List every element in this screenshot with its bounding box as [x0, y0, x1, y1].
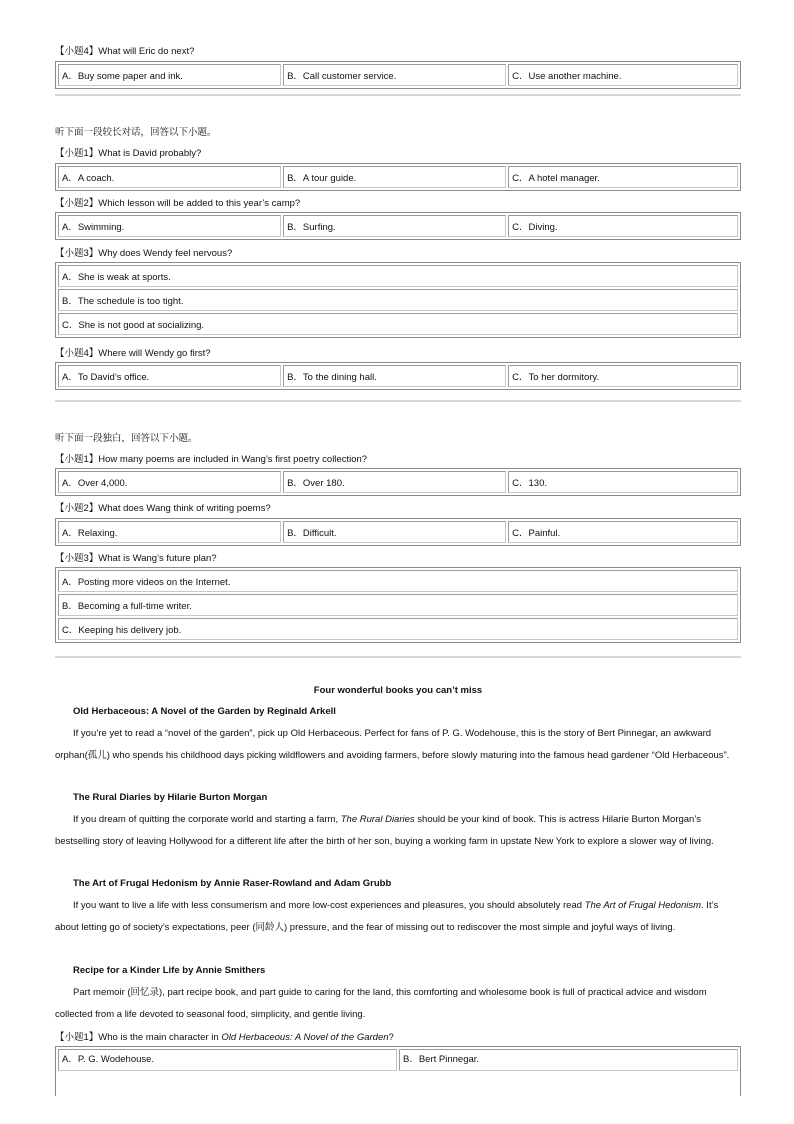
question-label: 【小题2】What does Wang think of writing poems?	[55, 503, 271, 514]
option-c[interactable]: C．Keeping his delivery job.	[58, 618, 738, 640]
option-c[interactable]: C．To her dormitory.	[508, 365, 738, 387]
options-table	[55, 163, 741, 191]
question-label: 【小题4】What will Eric do next?	[55, 46, 195, 57]
text-segment: . It’s about letting go of society’s expectations, peer (同龄人) pressure, and the fear of missing out to rediscover the most simple and joyful ways of living.	[55, 900, 719, 933]
option-a[interactable]: A．Relaxing.	[58, 521, 281, 543]
text-segment: should be your kind of book. This is actress Hilarie Burton Morgan’s bestselling story of leaving Hollywood for a different life after the birth of her son, buying a working farm in upstate New York to explore a slower way of living.	[55, 814, 714, 847]
book-heading: Recipe for a Kinder Life by Annie Smithers	[73, 965, 266, 976]
text-segment: If you dream of quitting the corporate world and starting a farm,	[73, 814, 341, 825]
option-b[interactable]: B．Over 180.	[283, 471, 506, 493]
passage-title: Four wonderful books you can’t miss	[313, 685, 483, 696]
question-label: 【小题4】Where will Wendy go first?	[55, 348, 211, 359]
option-a[interactable]: A．To David’s office.	[58, 365, 281, 387]
question-label	[55, 1029, 394, 1043]
option-a[interactable]: A．Swimming.	[58, 215, 281, 237]
option-b[interactable]: B．Difficult.	[283, 521, 506, 543]
option-b[interactable]: B．Call customer service.	[283, 64, 506, 86]
question-label: 【小题3】What is Wang’s future plan?	[55, 553, 217, 564]
book-description: Part memoir (回忆录), part recipe book, and part guide to caring for the land, this comforting and wholesome book is full of practical advice and wisdom collected from a life devoted to seasonal food, simplicity, and gentle living.	[55, 987, 707, 1020]
option-b[interactable]: B．Becoming a full-time writer.	[58, 594, 738, 616]
book-title-italic: The Art of Frugal Hedonism	[584, 900, 702, 911]
option-c[interactable]: C．Use another machine.	[508, 64, 738, 86]
book-description	[55, 895, 741, 938]
section-divider	[55, 656, 741, 658]
options-table	[55, 262, 741, 338]
option-b[interactable]: B．Surfing.	[283, 215, 506, 237]
section-divider	[55, 94, 741, 96]
option-c[interactable]: C．Painful.	[508, 521, 738, 543]
option-a[interactable]: A．P. G. Wodehouse.	[58, 1049, 397, 1071]
option-c[interactable]: C．A hotel manager.	[508, 166, 738, 188]
book-heading: Old Herbaceous: A Novel of the Garden by Reginald Arkell	[73, 706, 336, 717]
option-b[interactable]: B．Bert Pinnegar.	[399, 1049, 738, 1071]
text-segment: ?	[388, 1032, 394, 1043]
option-c[interactable]: C．She is not good at socializing.	[58, 313, 738, 335]
question-label: 【小题2】Which lesson will be added to this year’s camp?	[55, 198, 301, 209]
options-table	[55, 518, 741, 546]
text-segment: If you want to live a life with less consumerism and more low-cost experiences and pleasures, you should absolutely read	[73, 900, 585, 911]
option-c[interactable]: C．130.	[508, 471, 738, 493]
option-a[interactable]: A．Buy some paper and ink.	[58, 64, 281, 86]
section-intro: 听下面一段独白，回答以下小题。	[55, 433, 198, 444]
book-heading: The Art of Frugal Hedonism by Annie Raser-Rowland and Adam Grubb	[73, 878, 392, 889]
options-table	[55, 212, 741, 240]
question-label: 【小题1】How many poems are included in Wang’s first poetry collection?	[55, 454, 368, 465]
options-table	[55, 468, 741, 496]
question-label: 【小题3】Why does Wendy feel nervous?	[55, 248, 233, 259]
option-a[interactable]: A．Posting more videos on the Internet.	[58, 570, 738, 592]
book-description	[55, 809, 741, 852]
options-table	[55, 362, 741, 390]
option-a[interactable]: A．Over 4,000.	[58, 471, 281, 493]
option-c[interactable]: C．Diving.	[508, 215, 738, 237]
book-heading: The Rural Diaries by Hilarie Burton Morgan	[73, 792, 268, 803]
text-segment: 【小题1】Who is the main character in	[55, 1032, 222, 1043]
option-b[interactable]: B．The schedule is too tight.	[58, 289, 738, 311]
book-title-italic: Old Herbaceous: A Novel of the Garden	[221, 1032, 389, 1043]
options-table	[55, 567, 741, 643]
option-a[interactable]: A．She is weak at sports.	[58, 265, 738, 287]
book-description: If you’re yet to read a “novel of the garden”, pick up Old Herbaceous. Perfect for fans of P. G. Wodehouse, this is the story of Bert Pinnegar, an awkward orphan(孤儿) who spends his childhood days picking wildflowers and avoiding farmers, before slowly maturing into the famous head gardener “Old Herbaceous”.	[55, 728, 730, 761]
option-b[interactable]: B．To the dining hall.	[283, 365, 506, 387]
book-title-italic: The Rural Diaries	[340, 814, 415, 825]
section-intro: 听下面一段较长对话，回答以下小题。	[55, 127, 217, 138]
option-b[interactable]: B．A tour guide.	[283, 166, 506, 188]
options-table	[55, 1046, 741, 1096]
section-divider	[55, 400, 741, 402]
options-table	[55, 61, 741, 89]
option-a[interactable]: A．A coach.	[58, 166, 281, 188]
question-label: 【小题1】What is David probably?	[55, 148, 202, 159]
